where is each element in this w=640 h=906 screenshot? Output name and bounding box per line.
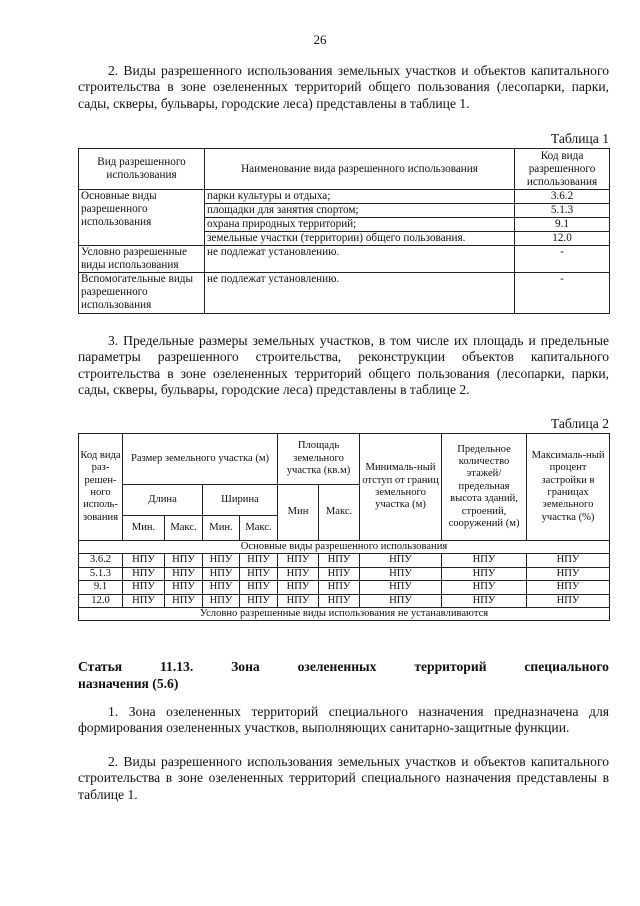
table-1 <box>78 148 610 314</box>
table1-cell-code: 12.0 <box>515 232 610 246</box>
article-heading-word: Статья <box>78 659 123 674</box>
table2-cell: НПУ <box>165 554 203 567</box>
article-heading <box>78 658 609 692</box>
table2-cell: НПУ <box>360 581 442 594</box>
article-heading-line2: назначения (5.6) <box>78 676 179 691</box>
table2-cell: НПУ <box>319 567 360 580</box>
table2-cell: НПУ <box>240 567 278 580</box>
table2-cell: НПУ <box>319 594 360 607</box>
table2-cell: НПУ <box>203 554 240 567</box>
table-2 <box>78 433 610 621</box>
table2-cell: НПУ <box>165 567 203 580</box>
table2-cell: НПУ <box>123 567 165 580</box>
table2-cell: НПУ <box>240 581 278 594</box>
table1-group-auxiliary: Вспомогательные виды разрешенного использования <box>79 273 205 314</box>
table2-cell: НПУ <box>123 581 165 594</box>
table1-cell-code: - <box>515 246 610 273</box>
table2-cell-code: 12.0 <box>79 594 123 607</box>
table2-cell: НПУ <box>442 581 527 594</box>
table2-cell: НПУ <box>203 594 240 607</box>
table2-section-main: Основные виды разрешенного использования <box>79 541 610 554</box>
table2-cell: НПУ <box>360 567 442 580</box>
table2-cell: НПУ <box>319 581 360 594</box>
table1-cell-name: не подлежат установлению. <box>205 246 515 273</box>
table2-cell: НПУ <box>278 594 319 607</box>
table1-header-name: Наименование вида разрешенного использования <box>205 149 515 190</box>
table2-cell: НПУ <box>527 554 610 567</box>
table-row <box>79 554 610 567</box>
table2-cell: НПУ <box>527 567 610 580</box>
table2-header-width-max: Макс. <box>240 516 278 541</box>
table2-cell: НПУ <box>165 594 203 607</box>
table2-header-length-max: Макс. <box>165 516 203 541</box>
article-heading-word: озелененных <box>297 659 377 674</box>
article-heading-line1 <box>78 658 609 675</box>
table-row <box>79 273 610 314</box>
table2-header-row <box>79 434 610 485</box>
table2-header-floors: Предельное количество этажей/ предельная высота зданий, строений, сооружений (м) <box>442 434 527 541</box>
table2-cell: НПУ <box>319 554 360 567</box>
table1-header-type: Вид разрешенного использования <box>79 149 205 190</box>
table2-header-area-max: Макс. <box>319 485 360 541</box>
table-row <box>79 190 610 204</box>
table2-header-size: Размер земельного участка (м) <box>123 434 278 485</box>
table2-cell-code: 3.6.2 <box>79 554 123 567</box>
table1-cell-code: 9.1 <box>515 218 610 232</box>
table2-header-width: Ширина <box>203 485 278 516</box>
table1-cell-name: не подлежат установлению. <box>205 273 515 314</box>
paragraph-table2-intro: 3. Предельные размеры земельных участков, в том числе их площадь и предельные параметры разрешенного строительства, реконструкции объектов капитального строительства в зоне озелененных территорий общего пользования (лесопарки, парки, сады, скверы, бульвары, городские леса) представлены в таблице 2. <box>78 333 609 398</box>
table-row <box>79 594 610 607</box>
table2-cell: НПУ <box>240 554 278 567</box>
table1-caption: Таблица 1 <box>550 131 609 146</box>
table2-cell-code: 5.1.3 <box>79 567 123 580</box>
paragraph-table1-reference: 2. Виды разрешенного использования земельных участков и объектов капитального строительства в зоне озелененных территорий специального назначения представлены в таблице 1. <box>78 754 609 802</box>
table2-caption: Таблица 2 <box>550 416 609 431</box>
table2-cell: НПУ <box>123 594 165 607</box>
table2-cell: НПУ <box>278 581 319 594</box>
table1-header-code: Код вида разрешенного использования <box>515 149 610 190</box>
table1-cell-name: площадки для занятия спортом; <box>205 204 515 218</box>
table1-cell-code: 5.1.3 <box>515 204 610 218</box>
article-heading-word: 11.13. <box>160 659 194 674</box>
table2-header-area: Площадь земельного участка (кв.м) <box>278 434 360 485</box>
table2-cell: НПУ <box>278 567 319 580</box>
table2-cell: НПУ <box>442 554 527 567</box>
table2-cell: НПУ <box>165 581 203 594</box>
table2-cell: НПУ <box>360 594 442 607</box>
table1-group-conditional: Условно разрешенные виды использования <box>79 246 205 273</box>
table2-header-length: Длина <box>123 485 203 516</box>
table2-section-row <box>79 608 610 621</box>
table1-group-main: Основные виды разрешенного использования <box>79 190 205 246</box>
paragraph-zone-purpose: 1. Зона озелененных территорий специального назначения предназначена для формирования озелененных участков, выполняющих санитарно-защитные функции. <box>78 704 609 736</box>
table2-cell: НПУ <box>442 567 527 580</box>
table2-cell: НПУ <box>123 554 165 567</box>
table1-cell-name: парки культуры и отдыха; <box>205 190 515 204</box>
table-row <box>79 246 610 273</box>
article-heading-word: территорий <box>414 659 487 674</box>
table2-cell: НПУ <box>442 594 527 607</box>
table2-cell: НПУ <box>278 554 319 567</box>
table2-section-conditional: Условно разрешенные виды использования не устанавливаются <box>79 608 610 621</box>
article-heading-word: Зона <box>231 659 260 674</box>
table2-section-row <box>79 541 610 554</box>
table1-cell-code: - <box>515 273 610 314</box>
table2-cell: НПУ <box>527 594 610 607</box>
paragraph-table1-intro: 2. Виды разрешенного использования земельных участков и объектов капитального строительства в зоне озелененных территорий общего пользования (лесопарки, парки, сады, скверы, бульвары, городские леса) представлены в таблице 1. <box>78 63 609 111</box>
table-row <box>79 567 610 580</box>
table1-cell-code: 3.6.2 <box>515 190 610 204</box>
table1-header-row <box>79 149 610 190</box>
page-number: 26 <box>313 32 327 47</box>
table2-header-length-min: Мин. <box>123 516 165 541</box>
table2-header-width-min: Мин. <box>203 516 240 541</box>
table-row <box>79 581 610 594</box>
table2-cell: НПУ <box>527 581 610 594</box>
table2-cell: НПУ <box>203 567 240 580</box>
table1-cell-name: земельные участки (территории) общего пользования. <box>205 232 515 246</box>
table2-header-area-min: Мин <box>278 485 319 541</box>
table2-cell-code: 9.1 <box>79 581 123 594</box>
table2-header-code: Код вида раз-решен-ного исполь-зования <box>79 434 123 541</box>
article-heading-word: специального <box>524 659 609 674</box>
table1-cell-name: охрана природных территорий; <box>205 218 515 232</box>
table2-cell: НПУ <box>360 554 442 567</box>
table2-header-min-offset: Минималь-ный отступ от границ земельного участка (м) <box>360 434 442 541</box>
table2-cell: НПУ <box>240 594 278 607</box>
table2-header-max-percent: Максималь-ный процент застройки в границах земельного участка (%) <box>527 434 610 541</box>
table2-cell: НПУ <box>203 581 240 594</box>
